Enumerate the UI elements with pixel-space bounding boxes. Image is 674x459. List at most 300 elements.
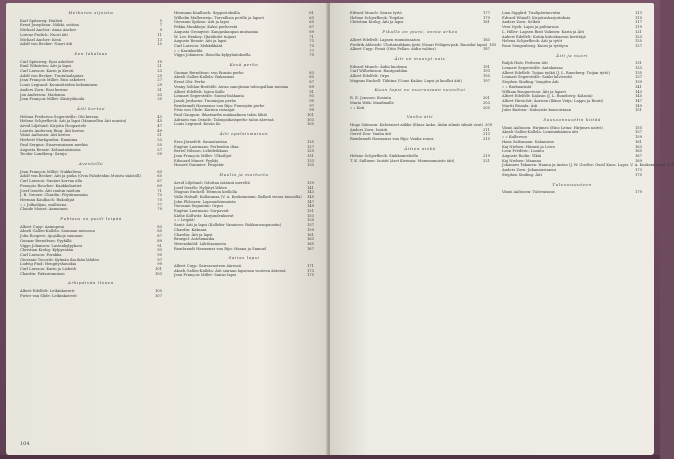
entry-page-number: 167 — [634, 153, 642, 158]
entry-title: Anders Zorn: Ensi kerran — [20, 87, 68, 92]
entry-page-number: 219 — [482, 154, 490, 159]
entry-page-number: 195 — [482, 74, 490, 79]
section-title: Suusoonnuuttin kiitää — [543, 117, 601, 123]
entry-page-number: 103 — [306, 117, 314, 122]
entry-title: Josef Israëls: Äiti rauhin mieloin — [20, 188, 81, 193]
entry-title: John Roopers: Ajojalkoja saunaan — [20, 234, 83, 239]
entry-page-number: 73 — [309, 39, 314, 44]
entry-title: François Boucher: Kaakkolantiet — [20, 183, 82, 188]
entry-title: Maria Wiik: Maailmalle — [350, 100, 394, 105]
entry-page-number: 69 — [157, 183, 162, 188]
toc-column-3 — [350, 11, 497, 164]
entry-page-number: 11 — [157, 32, 162, 37]
entry-title: Werenskiöld: Lähtöaamusta — [174, 241, 227, 246]
entry-title: Lennart Segerstråle: Suomi-lisäkanta — [174, 94, 245, 99]
toc-entry — [174, 122, 314, 127]
entry-title: » » Leipää! — [174, 218, 195, 223]
entry-title: Rembrandt Harmensz van Rijn: Puusepän perhe — [174, 103, 265, 108]
entry-page-number: 51 — [157, 133, 162, 138]
entry-title: Laurits Andersen Ring: Äiti kertoo — [20, 128, 85, 133]
entry-title: Pekka Munkkeja: Kaksi perheestä — [174, 25, 238, 30]
entry-title: Herbert Markgrafen: Emmiina — [20, 138, 78, 143]
entry-page-number: 211 — [482, 127, 490, 132]
page-number: 104 — [20, 441, 30, 447]
entry-title: Carl Larsson: Porakka — [20, 252, 62, 257]
entry-title: Rembrandt Harmensz van Rijn: Vanha rouva — [350, 137, 434, 142]
entry-page-number: 149 — [634, 103, 642, 108]
entry-page-number: 155 — [634, 125, 642, 130]
entry-page-number: 7 — [159, 23, 162, 28]
entry-page-number: 131 — [634, 61, 642, 66]
entry-page-number: 125 — [634, 39, 642, 44]
entry-title: Albert Cuyp: Aamupesu — [20, 224, 65, 229]
entry-page-number: 171 — [667, 163, 674, 168]
entry-title: Stephen Sinding: Vangitiu Äiti — [502, 80, 559, 85]
entry-title: Hermann Kaulbach: Seppostoksilla — [174, 11, 240, 15]
entry-title: Rembrandt Harmensz van Rijn: Hanna ja Samuel — [174, 246, 267, 251]
entry-page-number: 45 — [157, 119, 162, 124]
entry-page-number: 85 — [309, 75, 314, 80]
entry-title: Viggo Johansen: Iloiselta kylpylaitoksella — [174, 53, 251, 58]
toc-section — [174, 173, 314, 251]
entry-title: Albert Cuyp: Sairasvuoteen ääressä — [174, 264, 242, 269]
entry-page-number: 93 — [157, 248, 162, 253]
entry-title: Lorenz Frølich: Nuori äiti — [20, 32, 68, 37]
entry-title: Gerrit Dou: Vanha äiti — [350, 132, 392, 137]
entry-title: Bruegel: Astelamatka — [174, 237, 215, 242]
entry-title: » » Karinkielilä — [174, 48, 203, 53]
entry-page-number: 5 — [159, 18, 162, 23]
entry-page-number: 29 — [157, 83, 162, 88]
toc-section — [174, 63, 314, 127]
entry-page-number: 183 — [482, 37, 490, 42]
entry-page-number: 157 — [634, 130, 642, 135]
entry-title: Paul Sergius: Sisarensaimen merkin — [20, 142, 88, 147]
right-page — [330, 3, 674, 455]
entry-page-number: 163 — [306, 237, 314, 242]
entry-page-number: 175 — [634, 172, 642, 177]
entry-page-number: 43 — [157, 114, 162, 119]
entry-page-number: 65 — [309, 20, 314, 25]
entry-page-number: 77 — [157, 202, 162, 207]
entry-page-number: 147 — [634, 98, 642, 103]
section-title: Aventelle — [78, 160, 104, 166]
entry-title: Arvid Liljelund: Kirjoita Hoopastele — [20, 124, 87, 129]
entry-title: John Phlossen: Lapsuudenmaista — [174, 199, 236, 204]
entry-title: Leon Frédéric: Luonto — [502, 149, 544, 154]
section-title: Kuun lapsi ne nuorossaan vuonihoi — [374, 87, 466, 93]
entry-page-number: 209 — [485, 122, 493, 127]
entry-page-number: 99 — [157, 262, 162, 267]
entry-title: Christian Krohg: Kylpyssään — [20, 248, 74, 253]
toc-entry — [174, 163, 314, 168]
entry-page-number: 61 — [309, 11, 314, 15]
toc-section — [20, 52, 162, 102]
toc-entry — [502, 108, 642, 113]
entry-title: Akseli Gallen-Kallela: Äiti sairaan lapsensa vuoteen ääressä — [174, 268, 286, 273]
section-title: Pikalla on pieni, onnia arkea — [382, 29, 458, 35]
toc-entry — [174, 273, 314, 278]
entry-page-number: 147 — [306, 199, 314, 204]
entry-title: Albert Edelfelt: Leikinkaverit — [20, 289, 75, 294]
entry-page-number: 119 — [634, 25, 642, 30]
entry-page-number: 105 — [306, 122, 314, 127]
entry-title: Bertel Nilsson: Lehtileikkaus — [174, 149, 229, 154]
toc-section — [502, 54, 642, 113]
entry-page-number: 173 — [306, 268, 314, 273]
section-title: Kesä perhe — [229, 62, 259, 68]
toc-section — [20, 162, 162, 212]
entry-title: Stephen Sinding: Äiti — [502, 172, 542, 177]
section-title: Äiti ja nuori — [556, 52, 588, 58]
entry-page-number: 167 — [306, 246, 314, 251]
toc-section — [350, 29, 497, 52]
entry-title: Gunnar Berndtson: Pyykillä — [20, 238, 72, 243]
entry-page-number: 193 — [482, 69, 490, 74]
entry-page-number: 79 — [309, 53, 314, 58]
entry-title: Eero Järnefelt: Saunataistaa — [174, 139, 227, 144]
entry-page-number: 83 — [309, 70, 314, 75]
entry-page-number: 21 — [157, 64, 162, 69]
entry-title: J. B. Greuze: Chardin: Pöytäraamata — [20, 193, 88, 198]
entry-page-number: 137 — [634, 75, 642, 80]
entry-title: Adriaen van Ostade: Talonpoikaisperhe talon ääressä — [174, 117, 274, 122]
entry-title: Jean François Millet: Sairas lapsi — [174, 273, 236, 278]
entry-title: Jean François Millet: Nukkeliesa — [20, 169, 82, 174]
entry-page-number: 145 — [306, 194, 314, 199]
entry-page-number: 159 — [634, 135, 642, 140]
entry-page-number: 143 — [306, 190, 314, 195]
entry-page-number: 19 — [157, 59, 162, 64]
entry-title: Edouard Manet: Pyykki — [174, 158, 218, 163]
entry-page-number: 85 — [157, 229, 162, 234]
entry-title: Jean François Millet: Ensi askeleet — [20, 78, 86, 83]
entry-title: Eugène Laermans: Perheiden iltaa — [174, 144, 239, 149]
entry-title: Kaj Nielsen: Maanna — [502, 158, 542, 163]
section-title: Äiti on muuvyt ouis — [394, 55, 446, 61]
entry-title: Helene Schjerfbeck: Toipilas — [350, 15, 404, 20]
toc-section — [20, 11, 162, 47]
entry-title: Magnus Enckell: Tähtina (Uuno Kailas: Lapsi ja kuollut äiti) — [350, 78, 462, 83]
entry-title: Teodor Lundberg: Satuja — [20, 152, 67, 157]
entry-page-number: 149 — [306, 204, 314, 209]
entry-title: Santi: Äiti ja lapsi (Kollektr Vannisen: Rokkuroonpuustin) — [174, 223, 282, 228]
section-title: Äitien niskä — [404, 145, 436, 151]
entry-title: Emil Wikström: Äiti ja lapsi — [20, 64, 72, 69]
entry-title: Akseli Gallen-Kallela: Rukarmus — [174, 75, 235, 80]
entry-page-number: 127 — [634, 43, 642, 48]
toc-section — [350, 88, 490, 110]
entry-page-number: 65 — [157, 174, 162, 179]
entry-title: Carl Larsson: Mekkikkäät — [174, 43, 223, 48]
entry-title: Vallo Halsall: Kullanmaa (V. A. Koskenniemi: Balladi vieras tanssilla) — [174, 194, 302, 199]
entry-title: Lennart Segerstråle: Sanki-lalvivestit — [502, 75, 573, 80]
entry-title: » » Koti — [350, 105, 365, 110]
entry-page-number: 133 — [634, 66, 642, 71]
entry-page-number: 169 — [634, 158, 642, 163]
toc-column-4 — [502, 11, 674, 195]
entry-title: Carl Larsson: Karin ja Lisbeth — [20, 267, 77, 272]
entry-title: Helena Schjerfbeck: Äiti ja tytöt — [502, 39, 563, 44]
entry-title: Herman Kaulbach: Rukoilijat — [20, 197, 75, 202]
entry-page-number: 97 — [157, 257, 162, 262]
entry-page-number: 205 — [482, 105, 490, 110]
entry-page-number: 173 — [634, 168, 642, 173]
entry-title: Augusta Gronqvist: Kangaskaupan mutsamia — [174, 29, 259, 34]
entry-title: Ralph Hals: Perheen äiti — [502, 61, 548, 66]
section-title: Heikoron sijoista — [68, 10, 114, 15]
entry-title: Auguste Rodin: Ylkiä — [502, 153, 542, 158]
entry-page-number: 83 — [157, 224, 162, 229]
entry-title: Michael Ancher: Anna Ancher — [20, 28, 77, 33]
toc-section — [20, 107, 162, 157]
entry-title: Ernst Josephson: Näkki, soittaa — [20, 23, 79, 28]
entry-page-number: 55 — [157, 142, 162, 147]
entry-page-number: 103 — [154, 271, 162, 276]
entry-title: Jules Bastien-: Kuloaiste kauvoistaan — [502, 108, 571, 113]
entry-title: Albert Edelfelt: Lapsen ruumissaaton — [350, 37, 420, 42]
section-title: Äiti opalaismainen — [219, 131, 269, 137]
entry-title: Jean François Millet: Ulkoilijat — [174, 153, 232, 158]
entry-title: Kaj Nielsen: Hämeä ja Leivo — [502, 144, 555, 149]
entry-title: Honoré Daumier: Pesijätär — [174, 163, 225, 168]
toc-section — [174, 256, 314, 278]
entry-page-number: 175 — [306, 273, 314, 278]
entry-title: Helene Schjerfbeck: Äiti ja lapsi (Mamsellen Äiti muistu) — [20, 119, 127, 124]
toc-section — [350, 114, 493, 142]
section-title: Sairas lapsi — [228, 255, 260, 261]
entry-page-number: 115 — [634, 15, 642, 20]
entry-page-number: 95 — [157, 252, 162, 257]
entry-page-number: 135 — [306, 163, 314, 168]
toc-entry — [502, 190, 642, 195]
entry-page-number: 67 — [309, 25, 314, 30]
section-title: Arkipäivän ilonen — [68, 280, 114, 286]
section-title: Puhtaus on puoli leipää — [60, 216, 122, 222]
entry-title: Väinö Aaltonen: Tulevaisuus — [502, 190, 555, 195]
entry-title: Väinö Aaltonen: Hirjimes (Eino Leino: Hirjimes nativi) — [502, 125, 603, 130]
entry-page-number: 63 — [157, 169, 162, 174]
entry-page-number: 101 — [154, 267, 162, 272]
entry-title: Carl Larsson: Karin ja Kersti — [20, 69, 74, 74]
entry-page-number: 67 — [157, 179, 162, 184]
entry-page-number: 27 — [157, 78, 162, 83]
entry-title: Pieter van Slide: Leikinkaverit — [20, 293, 77, 298]
toc-entry — [20, 152, 162, 157]
entry-title: Helena Frederica Segerstråle: Ohi kerran — [20, 114, 99, 119]
entry-title: Lennart Segerstråle: Antakaisaa — [502, 66, 563, 71]
entry-title: Claude Monet: Aamuinen — [20, 207, 68, 212]
entry-page-number: 141 — [306, 185, 314, 190]
entry-page-number: 161 — [634, 139, 642, 144]
toc-entry — [502, 173, 642, 178]
entry-title: Käthe Kollwitz: Kurjuudenkuvat — [174, 213, 234, 218]
entry-page-number: 93 — [309, 94, 314, 99]
toc-section — [20, 281, 162, 298]
entry-page-number: 91 — [309, 89, 314, 94]
entry-page-number: 23 — [157, 69, 162, 74]
entry-title: Edvard Munch: Äidin kuolema — [350, 64, 407, 69]
entry-page-number: 185 — [489, 42, 497, 47]
entry-title: Karl Spitzweg: Huilisti — [20, 18, 63, 23]
entry-page-number: 53 — [157, 138, 162, 143]
entry-title: Edvard Wiinell: Kirjoitusharjoituksia — [502, 15, 571, 20]
entry-title: Chardin: Pukeutuminen — [20, 271, 65, 276]
entry-title: Jean François Millet: Käsityökoulu — [20, 97, 85, 102]
entry-page-number: 163 — [634, 144, 642, 149]
page-shadow — [0, 455, 660, 459]
entry-title: Fredrik Ahlstedt: Ulottatarkkain tyttö (Sisari Pelägen-pak: Ruusilat lapsi) — [350, 42, 488, 47]
entry-page-number: 9 — [159, 28, 162, 33]
toc-entry — [174, 247, 314, 252]
entry-page-number: 191 — [482, 64, 490, 69]
entry-title: Johannes Takanen: Hannu ja Anton (J. W. Goethe: Gustl Kaus. Lapsi. V. A. Koskenniemi) — [502, 163, 666, 168]
toc-entry — [20, 272, 162, 277]
entry-page-number: 133 — [306, 158, 314, 163]
entry-title: Magnus Enckell: Heimon kiellolla — [174, 190, 238, 195]
entry-page-number: 33 — [157, 92, 162, 97]
entry-title: Edvard Munch: Sairas tyttö — [350, 11, 402, 15]
entry-page-number: 47 — [157, 124, 162, 129]
left-page — [6, 3, 328, 455]
entry-title: Auguste Renoir: Äiti ja lapsi — [174, 39, 227, 44]
entry-page-number: 129 — [306, 149, 314, 154]
entry-page-number: 213 — [482, 132, 490, 137]
entry-title: Albert Edelfelt: Kalasin (J. L. Runeberg: Kalasin) — [502, 94, 593, 99]
toc-section — [20, 217, 162, 276]
entry-title: Carl Larsson: Suutari korvaa alla — [20, 179, 83, 184]
entry-page-number: 13 — [157, 37, 162, 42]
entry-title: Augusta Renoir: Kolmataisinsias — [20, 147, 81, 152]
entry-title: Adolf von Becker: Tuutulaulajatar — [20, 73, 84, 78]
entry-title: L. Hiller: Lapsen Risti Valimen: Karin ja Äiti — [502, 29, 585, 34]
entry-page-number: 165 — [306, 241, 314, 246]
entry-title: Paul Gauguin: Ihkatsarfin minkaalinen talen lähtö — [174, 113, 268, 118]
entry-title: Albert Cuyp: Pienä (Otto Pellan: Äidin valitus) — [350, 47, 436, 52]
entry-page-number: 221 — [482, 159, 490, 164]
entry-page-number: 141 — [634, 84, 642, 89]
entry-page-number: 15 — [157, 42, 162, 47]
entry-page-number: 89 — [309, 84, 314, 89]
entry-page-number: 197 — [482, 78, 490, 83]
entry-page-number: 71 — [309, 34, 314, 39]
entry-title: William Bouguereau: Äiti ja lapset — [502, 89, 566, 94]
entry-title: Hugo Salmson: Kahviaiset aiikke (Einar Anko: Äidin silmät silmät ovat) — [350, 122, 484, 127]
entry-title: Martti Rissala: Äiti — [502, 103, 538, 108]
entry-page-number: 151 — [634, 108, 642, 113]
entry-page-number: 157 — [306, 223, 314, 228]
entry-title: Carl Wilhelmson: Rautgonblan — [350, 69, 408, 74]
toc-entry — [350, 137, 490, 142]
entry-page-number: 123 — [634, 34, 642, 39]
entry-page-number: 117 — [634, 20, 642, 25]
entry-page-number: 161 — [306, 232, 314, 237]
entry-title: » » Barbaarinät — [502, 84, 532, 89]
entry-page-number: 187 — [482, 47, 490, 52]
entry-title: Louis Legrand: Kuunsäteiden keksiminen — [20, 83, 98, 88]
entry-title: Albert Hiroichit: Äarisen (Ikkoo Vatja: Lappu ja Ruuti) — [502, 98, 604, 103]
section-title: Vanha äiti — [406, 114, 434, 120]
entry-title: T. K. Sallinen: Isoäiti (Arvi Kivimaa: Mummomuisto äiti) — [350, 159, 455, 164]
toc-entry — [350, 20, 490, 25]
toc-entry — [20, 294, 162, 299]
entry-page-number: 95 — [309, 98, 314, 103]
entry-page-number: 131 — [306, 153, 314, 158]
entry-title: W. Lee Henkey: Iltatähdet tuijaut — [174, 34, 236, 39]
entry-page-number: 71 — [157, 188, 162, 193]
entry-title: R. E. Jonsson: Kosinta — [350, 96, 392, 101]
entry-page-number: 87 — [309, 80, 314, 85]
entry-page-number: 99 — [309, 108, 314, 113]
entry-title: Fritz von Uhde: Koirien ristaajat — [174, 108, 235, 113]
entry-page-number: 179 — [634, 190, 642, 195]
entry-title: Ludvig Find: Hengityshauskia — [20, 262, 77, 267]
entry-title: Giovanni Segantini: Orpos — [174, 204, 224, 209]
entry-title: Louis Legrand: Kesän ilo — [174, 122, 221, 127]
entry-title: Lina Siggård: Tuulipäiväuvutta — [502, 11, 561, 15]
entry-page-number: 143 — [634, 89, 642, 94]
toc-section — [350, 147, 490, 164]
entry-title: Väinö Aaltonen: Äiti kertoo — [20, 133, 71, 138]
entry-title: Anders Zorn: Selkeä — [502, 20, 541, 25]
entry-title: Akseli Gallen-Kallela: Lemminkäinen äiti — [502, 130, 579, 135]
entry-title: Viggo Johansen: Lastenkylpykoni — [20, 243, 82, 248]
entry-page-number: 59 — [157, 152, 162, 157]
entry-page-number: 89 — [157, 238, 162, 243]
entry-title: Giovanni Toccatti: Kylmän ilm.ikän lähden — [20, 257, 99, 262]
toc-entry — [350, 159, 490, 164]
entry-title: Michael Ancher: Kesä — [20, 37, 61, 42]
entry-page-number: 215 — [482, 137, 490, 142]
entry-page-number: 177 — [482, 11, 490, 15]
entry-page-number: 75 — [157, 197, 162, 202]
entry-title: Albert Edelfelt: Isäen Kalle — [174, 89, 225, 94]
section-title: Äiti kertoo — [76, 105, 106, 111]
entry-page-number: 49 — [157, 128, 162, 133]
entry-page-number: 69 — [309, 29, 314, 34]
toc-entry — [350, 106, 490, 111]
entry-title: Venny Soldan-Brofeldt: Aivan sanojitaan tulisopalhan-nuisina — [174, 84, 289, 89]
entry-title: Christian Krohg: Äiti ja lapsi — [350, 20, 404, 25]
entry-page-number: 63 — [309, 15, 314, 20]
entry-title: Aubert Edelfelt: Kotiin kiitoskuoron kerittäjä — [502, 34, 586, 39]
entry-page-number: 151 — [306, 209, 314, 214]
entry-title: Akseli Gallen-Kallela: Saunaan menossa — [20, 229, 95, 234]
entry-page-number: 35 — [157, 97, 162, 102]
entry-page-number: 75 — [309, 43, 314, 48]
entry-title: Wilhelm Mallerwein: Turvallisia perille ja lapset — [174, 15, 264, 20]
entry-title: Helene Schjerfbeck: Sinkkomiehella — [350, 154, 418, 159]
entry-page-number: 153 — [306, 213, 314, 218]
entry-title: Chardin: Kaksaat — [174, 227, 207, 232]
entry-title: Ernst Ohi: Perhe — [174, 80, 206, 85]
entry-title: Anders Zorn: Juhannustanssi — [502, 168, 557, 173]
entry-title: Albert Edelfelt: Orpo — [350, 74, 390, 79]
entry-page-number: 91 — [157, 243, 162, 248]
entry-title: Hans Saltsmaan: Kalamiese — [502, 139, 555, 144]
entry-page-number: 179 — [482, 15, 490, 20]
section-title: Tulevaisuuteen — [552, 181, 592, 187]
entry-page-number: 171 — [306, 264, 314, 269]
entry-page-number: 57 — [157, 147, 162, 152]
entry-page-number: 125 — [306, 139, 314, 144]
entry-page-number: 203 — [482, 100, 490, 105]
entry-page-number: 107 — [154, 293, 162, 298]
entry-title: » » Kullervon — [502, 135, 527, 140]
entry-page-number: 139 — [306, 180, 314, 185]
toc-column-1 — [20, 11, 162, 299]
entry-title: Rose Sengenberg: Kuusi ja tyttöjen — [502, 43, 568, 48]
